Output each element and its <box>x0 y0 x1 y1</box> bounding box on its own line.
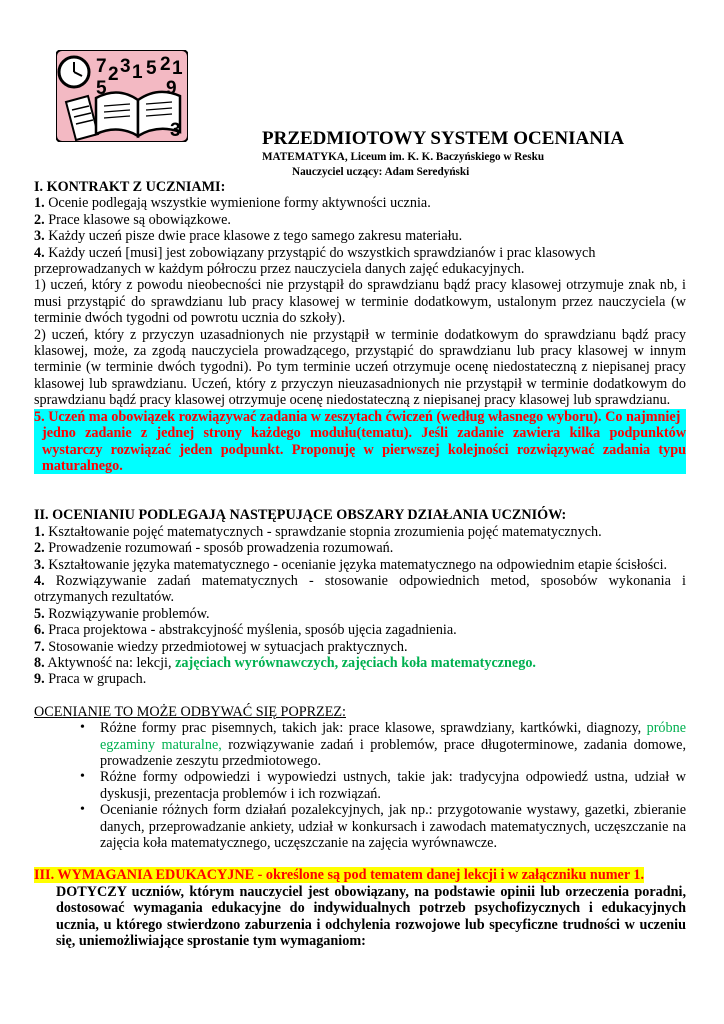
logo-digit: 1 <box>132 62 143 83</box>
section-1-subpoint-2: 2) uczeń, który z przyczyn uzasadnionych nie przystąpił w terminie dodatkowym do sprawdzianu bądź pracy klasowej, może, za zgodą nauczyciela prowadzącego, przystąpić do sprawdzianu lub pracy klasowej w innym terminie (w terminie dwóch tygodni). Po tym terminie uczeń otrzymuje ocenę niedostateczną z niepisanej pracy klasowej lub sprawdzianu. Uczeń, który z przyczyn nieuzasadnionych nie przystąpił w terminie dodatkowym do sprawdzianu bądź pracy klasowej otrzymuje ocenę niedostateczną z niepisanej pracy klasowej lub sprawdzianu. <box>34 326 686 409</box>
logo-digit: 3 <box>170 120 181 141</box>
section-2-item-8: 8. Aktywność na: lekcji, zajęciach wyrównawczych, zajęciach koła matematycznego. <box>34 654 536 671</box>
teacher-name: Nauczyciel uczący: Adam Seredyński <box>292 166 470 178</box>
logo-clipart <box>56 50 188 142</box>
list-item: • Różne formy prac pisemnych, takich jak: prace klasowe, sprawdziany, kartkówki, diagnozy, próbne egzaminy maturalne, rozwiązywanie zadań i problemów, prace długoterminowe, zadania domowe, prowadzenie zeszytu przedmiotowego. <box>34 720 686 769</box>
section-2-item: 5. Rozwiązywanie problemów. <box>34 605 210 622</box>
section-1-item-5-highlight <box>34 409 686 475</box>
section-3-heading-wrap <box>34 867 686 883</box>
assessment-ways-list <box>34 720 686 851</box>
section-2-item-9: 9. Praca w grupach. <box>34 671 147 688</box>
section-1-item: 1. Ocenie podlegają wszystkie wymienione formy aktywności ucznia. <box>34 195 431 212</box>
section-3-paragraph: DOTYCZY uczniów, którym nauczyciel jest obowiązany, na podstawie opinii lub orzeczenia poradni, dostosować wymagania edukacyjne do indywidualnych potrzeb psychofizycznych i edukacyjnych ucznia, u którego stwierdzono zaburzenia i odchylenia rozwojowe lub specyficzne trudności w uczeniu się, uniemożliwiające sprostanie tym wymaganiom: <box>56 883 686 950</box>
logo-digit: 5 <box>146 58 157 79</box>
section-2-item: 7. Stosowanie wiedzy przedmiotowej w sytuacjach praktycznych. <box>34 638 408 655</box>
section-1-item: 4. Każdy uczeń [musi] jest zobowiązany przystąpić do wszystkich sprawdzianów i prac klasowych przeprowadzanych w każdym półroczu przez nauczyciela danych zajęć edukacyjnych. <box>34 244 596 278</box>
logo-digit: 2 <box>108 64 119 85</box>
section-2-heading: II. OCENIANIU PODLEGAJĄ NASTĘPUJĄCE OBSZARY DZIAŁANIA UCZNIÓW: <box>34 507 567 524</box>
document-body <box>34 179 686 949</box>
item-5-first-line: 5. Uczeń ma obowiązek rozwiązywać zadania w zeszytach ćwiczeń (według własnego wyboru). Co najmniej <box>34 408 681 425</box>
item-5-rest: jedno zadanie z jednej strony każdego modułu(tematu). Jeśli zadanie zawiera kilka podpunktów wystarczy rozwiązać jeden podpunkt. Proponuję w pierwszej kolejności rozwiązywać zadania typu maturalnego. <box>42 425 686 474</box>
section-2-item: 6. Praca projektowa - abstrakcyjność myślenia, sposób ujęcia zagadnienia. <box>34 622 457 639</box>
page-subtitle: MATEMATYKA, Liceum im. K. K. Baczyńskiego w Resku <box>262 151 545 163</box>
page-title: PRZEDMIOTOWY SYSTEM OCENIANIA <box>262 128 625 149</box>
logo-digit: 3 <box>120 56 131 77</box>
logo-digit: 9 <box>166 78 177 99</box>
section-1-item: 2. Prace klasowe są obowiązkowe. <box>34 211 231 228</box>
section-1-item: 3. Każdy uczeń pisze dwie prace klasowe z tego samego zakresu materiału. <box>34 228 463 245</box>
section-2-item: 3. Kształtowanie języka matematycznego - ocenianie języka matematycznego na odpowiednim etapie ścisłości. <box>34 556 668 573</box>
logo-digit: 7 <box>96 56 107 77</box>
section-2-item: 4. Rozwiązywanie zadań matematycznych - stosowanie odpowiednich metod, sposobów wykonania i otrzymanych rezultatów. <box>34 572 686 606</box>
book-clock-icon <box>56 50 188 142</box>
section-1-subpoint-1: 1) uczeń, który z powodu nieobecności nie przystąpił do sprawdzianu bądź pracy klasowej otrzymuje znak nb, i musi przystąpić do sprawdzianu lub pracy klasowej w terminie dodatkowym, ustalonym przez nauczyciela (w terminie dwóch tygodni od powrotu ucznia do szkoły). <box>34 277 686 327</box>
logo-digit: 2 <box>160 54 171 75</box>
list-item: • Różne formy odpowiedzi i wypowiedzi ustnych, takie jak: tradycyjna odpowiedź ustna, udział w dyskusji, prezentacja problemów i ich rozwiązań. <box>34 769 686 802</box>
section-2-item: 2. Prowadzenie rozumowań - sposób prowadzenia rozumowań. <box>34 540 394 557</box>
logo-digit: 1 <box>172 58 183 79</box>
section-1-heading: I. KONTRAKT Z UCZNIAMI: <box>34 179 226 195</box>
section-3-heading: III. WYMAGANIA EDUKACYJNE - określone są pod tematem danej lekcji i w załączniku numer 1. <box>34 867 645 884</box>
assessment-ways-heading: OCENIANIE TO MOŻE ODBYWAĆ SIĘ POPRZEZ: <box>34 703 346 720</box>
section-2-item: 1. Kształtowanie pojęć matematycznych - sprawdzanie stopnia zrozumienia pojęć matematycznych. <box>34 523 602 540</box>
logo-digit: 5 <box>96 78 107 99</box>
list-item: • Ocenianie różnych form działań pozalekcyjnych, jak np.: przygotowanie wystawy, gazetki, zbieranie danych, przeprowadzanie ankiety, udział w konkursach i zawodach matematycznych, uczęszczanie na zajęcia koła matematycznego, uczęszczanie na zajęcia wyrównawcze. <box>34 802 686 851</box>
